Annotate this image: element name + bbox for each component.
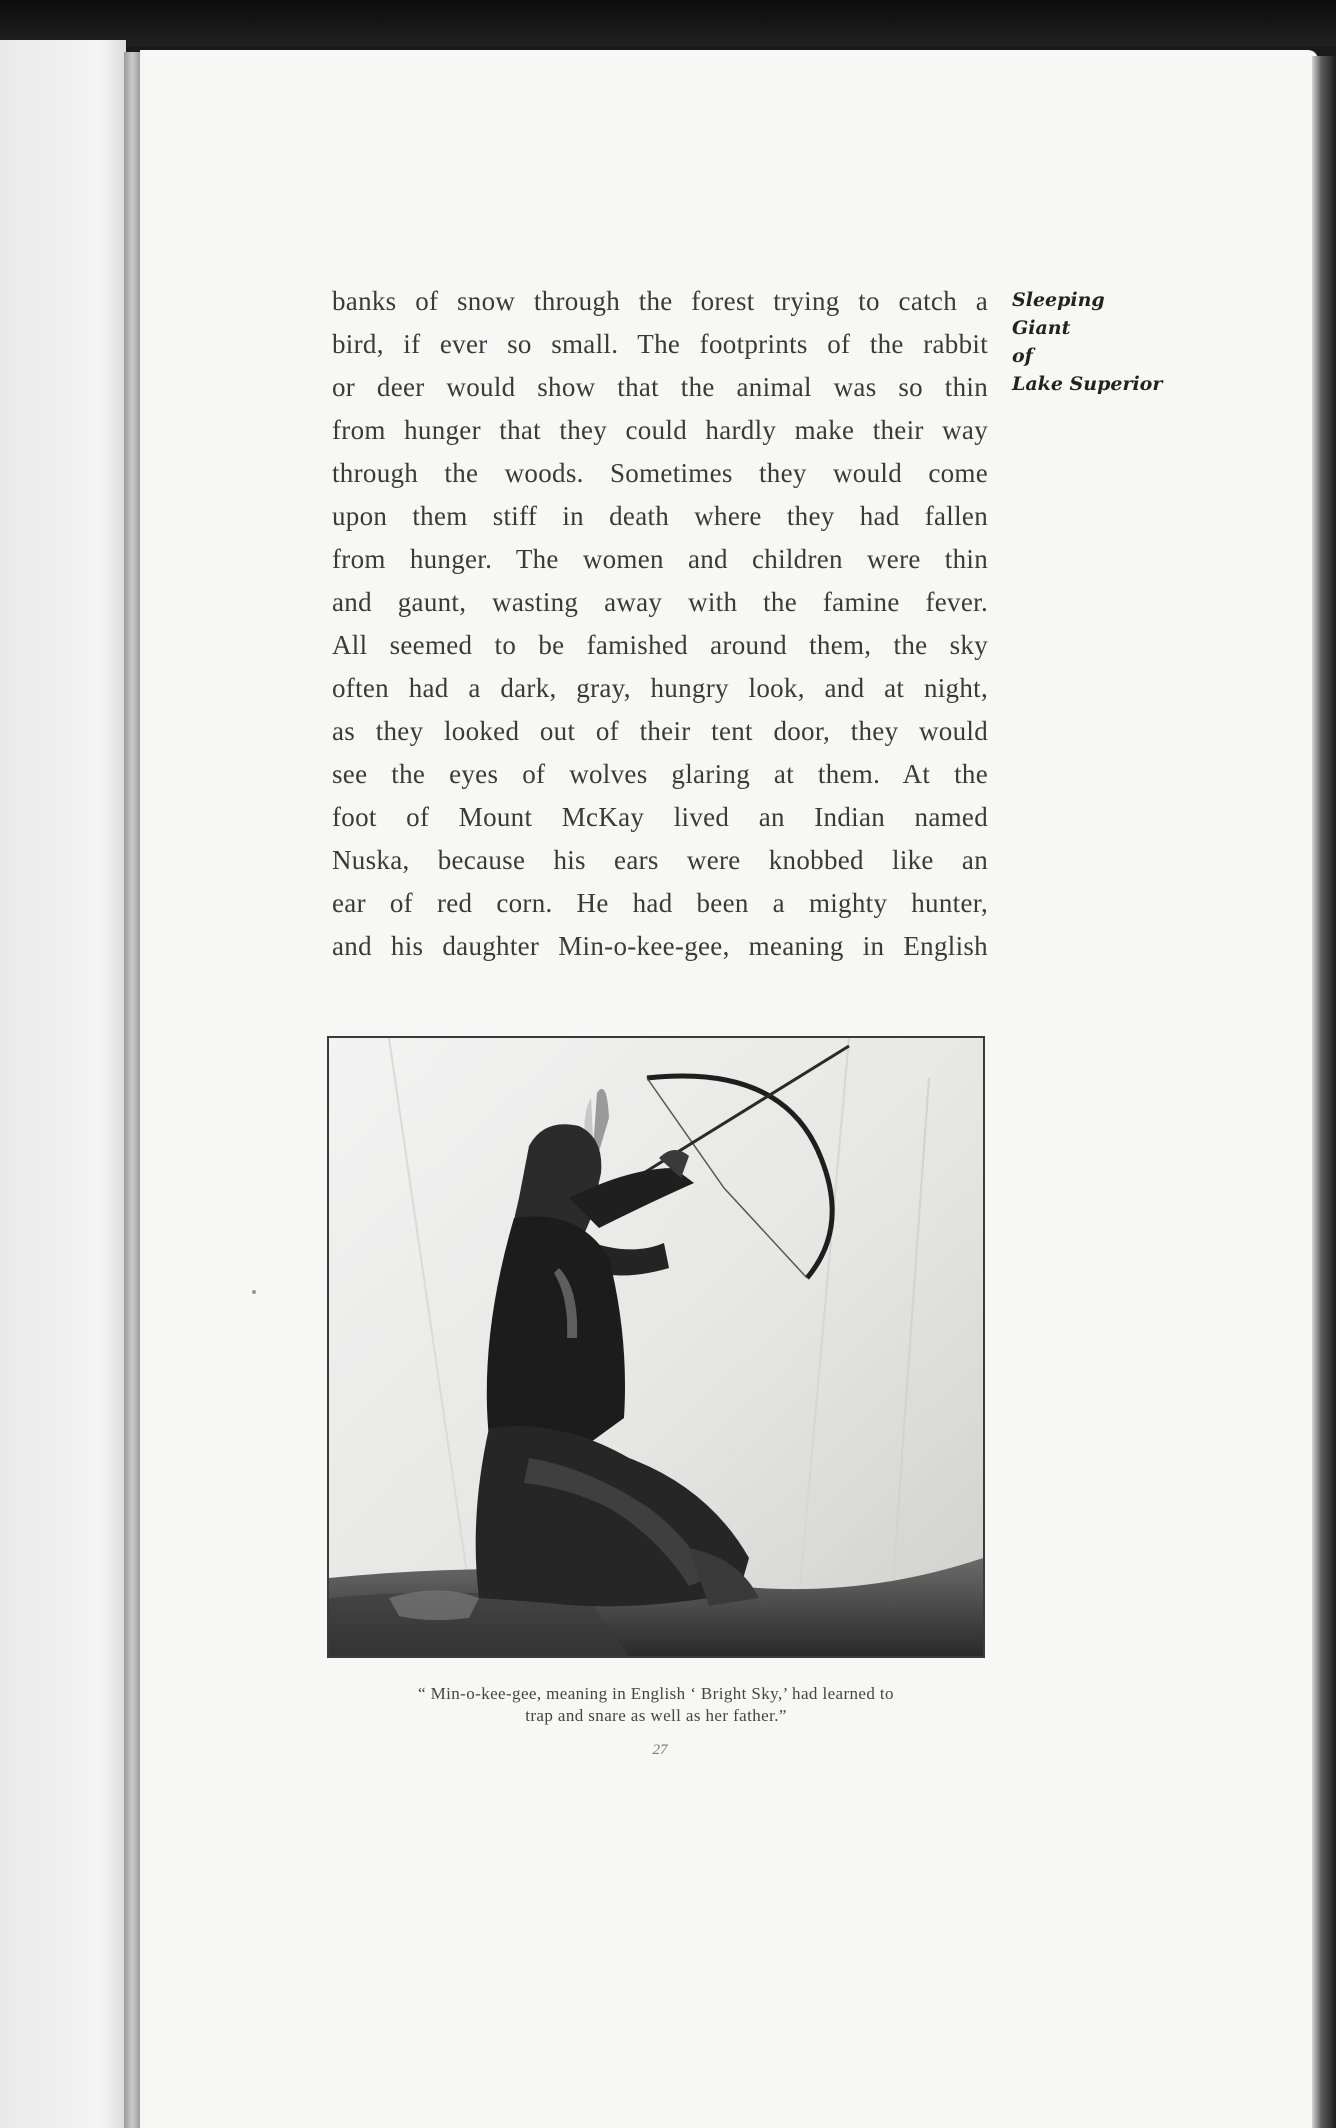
body-line: banks of snow through the forest trying to catch a xyxy=(332,286,988,316)
body-line: or deer would show that the animal was so thin xyxy=(332,372,988,402)
body-line: through the woods. Sometimes they would come xyxy=(332,458,988,488)
archer-torso xyxy=(487,1216,625,1458)
body-text xyxy=(332,280,988,968)
scan-speck xyxy=(252,1290,256,1294)
body-line: as they looked out of their tent door, they would xyxy=(332,716,988,746)
running-head-line: Sleeping xyxy=(1012,289,1105,311)
body-line: often had a dark, gray, hungry look, and at night, xyxy=(332,673,988,703)
running-head-line: Lake Superior xyxy=(1012,373,1163,395)
running-head-line: Giant xyxy=(1012,317,1071,339)
body-line: Nuska, because his ears were knobbed like an xyxy=(332,845,988,875)
body-line: bird, if ever so small. The footprints of the rabbit xyxy=(332,329,988,359)
body-line: ear of red corn. He had been a mighty hunter, xyxy=(332,888,988,918)
body-line: and gaunt, wasting away with the famine fever. xyxy=(332,587,988,617)
facing-page xyxy=(0,40,126,2128)
caption-line: trap and snare as well as her father.” xyxy=(525,1706,787,1725)
archer-photograph xyxy=(327,1036,985,1658)
page-edge-shadow xyxy=(1312,56,1336,2128)
page-number: 27 xyxy=(652,1742,668,1758)
body-line: All seemed to be famished around them, the sky xyxy=(332,630,988,660)
body-line: foot of Mount McKay lived an Indian named xyxy=(332,802,988,832)
body-line: see the eyes of wolves glaring at them. At the xyxy=(332,759,988,789)
scan-top-edge xyxy=(0,0,1336,46)
running-head-line: of xyxy=(1012,345,1033,367)
body-line: from hunger. The women and children were thin xyxy=(332,544,988,574)
body-line: and his daughter Min-o-kee-gee, meaning in English xyxy=(332,931,988,961)
body-line: from hunger that they could hardly make their way xyxy=(332,415,988,445)
photo-caption xyxy=(320,1683,992,1727)
caption-line: “ Min-o-kee-gee, meaning in English ‘ Bright Sky,’ had learned to xyxy=(418,1684,894,1703)
running-head xyxy=(1012,286,1202,398)
archer-illustration xyxy=(329,1038,983,1656)
body-line: upon them stiff in death where they had fallen xyxy=(332,501,988,531)
